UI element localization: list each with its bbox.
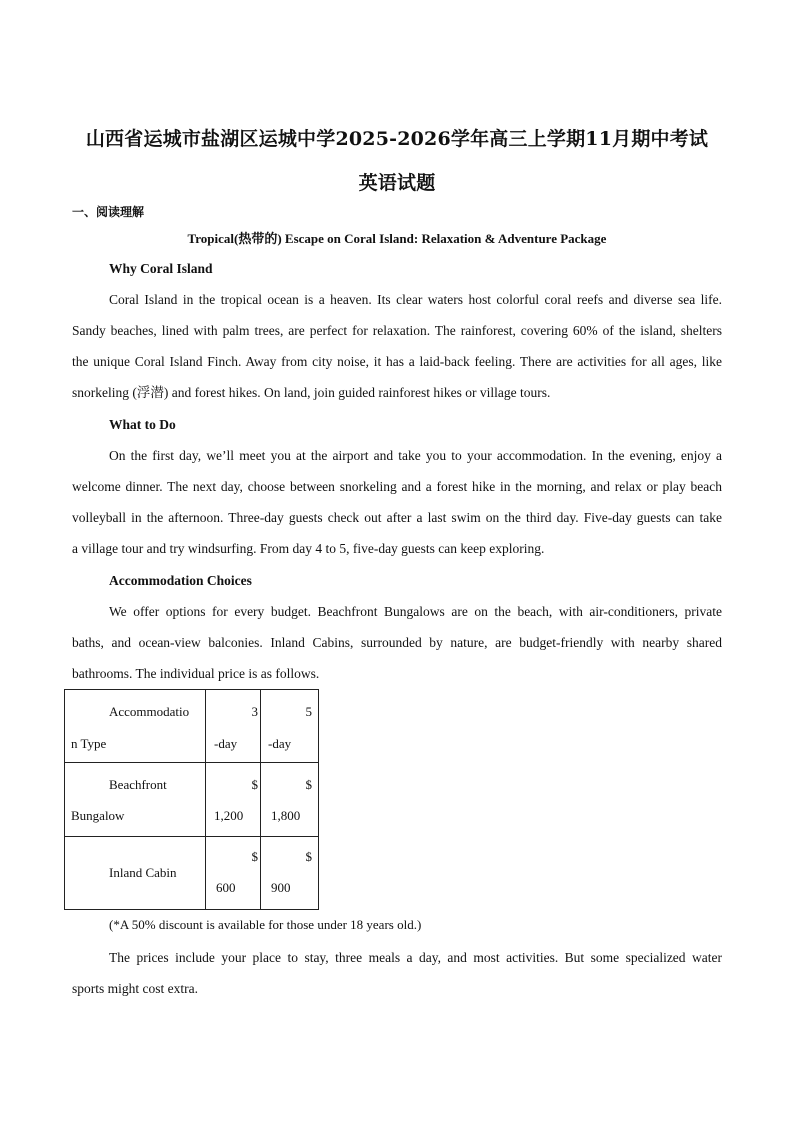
paragraph-line: a village tour and try windsurfing. From day 4 to 5, five-day guests can keep exploring.	[72, 541, 545, 556]
heading-what-to-do: What to Do	[109, 417, 176, 432]
paragraph-line: the unique Coral Island Finch. Away from city noise, it has a laid-back feeling. There are activities for all ages, like	[72, 354, 722, 369]
paragraph-line: sports might cost extra.	[72, 981, 198, 996]
table-cell	[261, 837, 319, 910]
price-3day: 1,200	[214, 808, 244, 823]
paragraph-prices	[72, 942, 722, 1004]
table-header-cell	[65, 690, 206, 763]
paragraph-what-to-do	[72, 440, 722, 564]
row-name: Inland Cabin	[109, 865, 177, 880]
paragraph-why-coral-island	[72, 284, 722, 408]
table-header-cell	[261, 690, 319, 763]
header-5day-line1: 5	[305, 704, 312, 719]
currency-symbol: $	[305, 849, 312, 864]
paragraph-line: snorkeling (浮潜) and forest hikes. On land, join guided rainforest hikes or village tours.	[72, 385, 551, 400]
currency-symbol: $	[305, 777, 312, 792]
table-cell	[65, 763, 206, 837]
currency-symbol: $	[251, 777, 258, 792]
table-cell	[261, 763, 319, 837]
currency-symbol: $	[251, 849, 258, 864]
price-5day: 1,800	[271, 808, 301, 823]
paragraph-line: bathrooms. The individual price is as follows.	[72, 666, 320, 681]
discount-note: (*A 50% discount is available for those under 18 years old.)	[109, 917, 422, 932]
header-5day-line2: -day	[268, 736, 292, 751]
paragraph-line: Coral Island in the tropical ocean is a heaven. Its clear waters host colorful coral reefs and diverse sea life.	[109, 292, 722, 307]
price-table	[64, 689, 319, 910]
document-title: 山西省运城市盐湖区运城中学2025-2026学年高三上学期11月期中考试	[85, 128, 709, 150]
table-cell	[65, 837, 206, 910]
paragraph-accommodation	[72, 596, 722, 689]
paragraph-line: volleyball in the afternoon. Three-day guests check out after a last swim on the third day. Five-day guests can take	[72, 510, 722, 525]
price-3day: 600	[216, 880, 236, 895]
header-3day-line1: 3	[251, 704, 258, 719]
table-row	[65, 837, 319, 910]
table-cell	[206, 837, 261, 910]
row-name-line2: Bungalow	[71, 808, 125, 823]
row-name-line1: Beachfront	[109, 777, 167, 792]
document-subtitle: 英语试题	[358, 172, 436, 194]
table-cell	[206, 763, 261, 837]
heading-accommodation-choices: Accommodation Choices	[109, 573, 252, 588]
passage-title: Tropical(热带的) Escape on Coral Island: Relaxation & Adventure Package	[187, 231, 607, 246]
header-type-line2: n Type	[71, 736, 107, 751]
section-label: 一、阅读理解	[72, 205, 145, 219]
header-type-line1: Accommodatio	[109, 704, 190, 719]
heading-why-coral-island: Why Coral Island	[109, 261, 213, 276]
header-3day-line2: -day	[214, 736, 238, 751]
price-5day: 900	[271, 880, 291, 895]
table-header-cell	[206, 690, 261, 763]
paragraph-line: On the first day, we’ll meet you at the airport and take you to your accommodation. In the evening, enjoy a	[109, 448, 722, 463]
paragraph-line: baths, and ocean-view balconies. Inland Cabins, surrounded by nature, are budget-friendly with nearby shared	[72, 635, 722, 650]
paragraph-line: Sandy beaches, lined with palm trees, are perfect for relaxation. The rainforest, covering 60% of the island, shelters	[72, 323, 722, 338]
table-header-row	[65, 690, 319, 763]
paragraph-line: We offer options for every budget. Beachfront Bungalows are on the beach, with air-conditioners, private	[109, 604, 722, 619]
table-row	[65, 763, 319, 837]
paragraph-line: welcome dinner. The next day, choose between snorkeling and a forest hike in the morning, and relax or play beach	[72, 479, 722, 494]
paragraph-line: The prices include your place to stay, three meals a day, and most activities. But some specialized water	[109, 950, 722, 965]
